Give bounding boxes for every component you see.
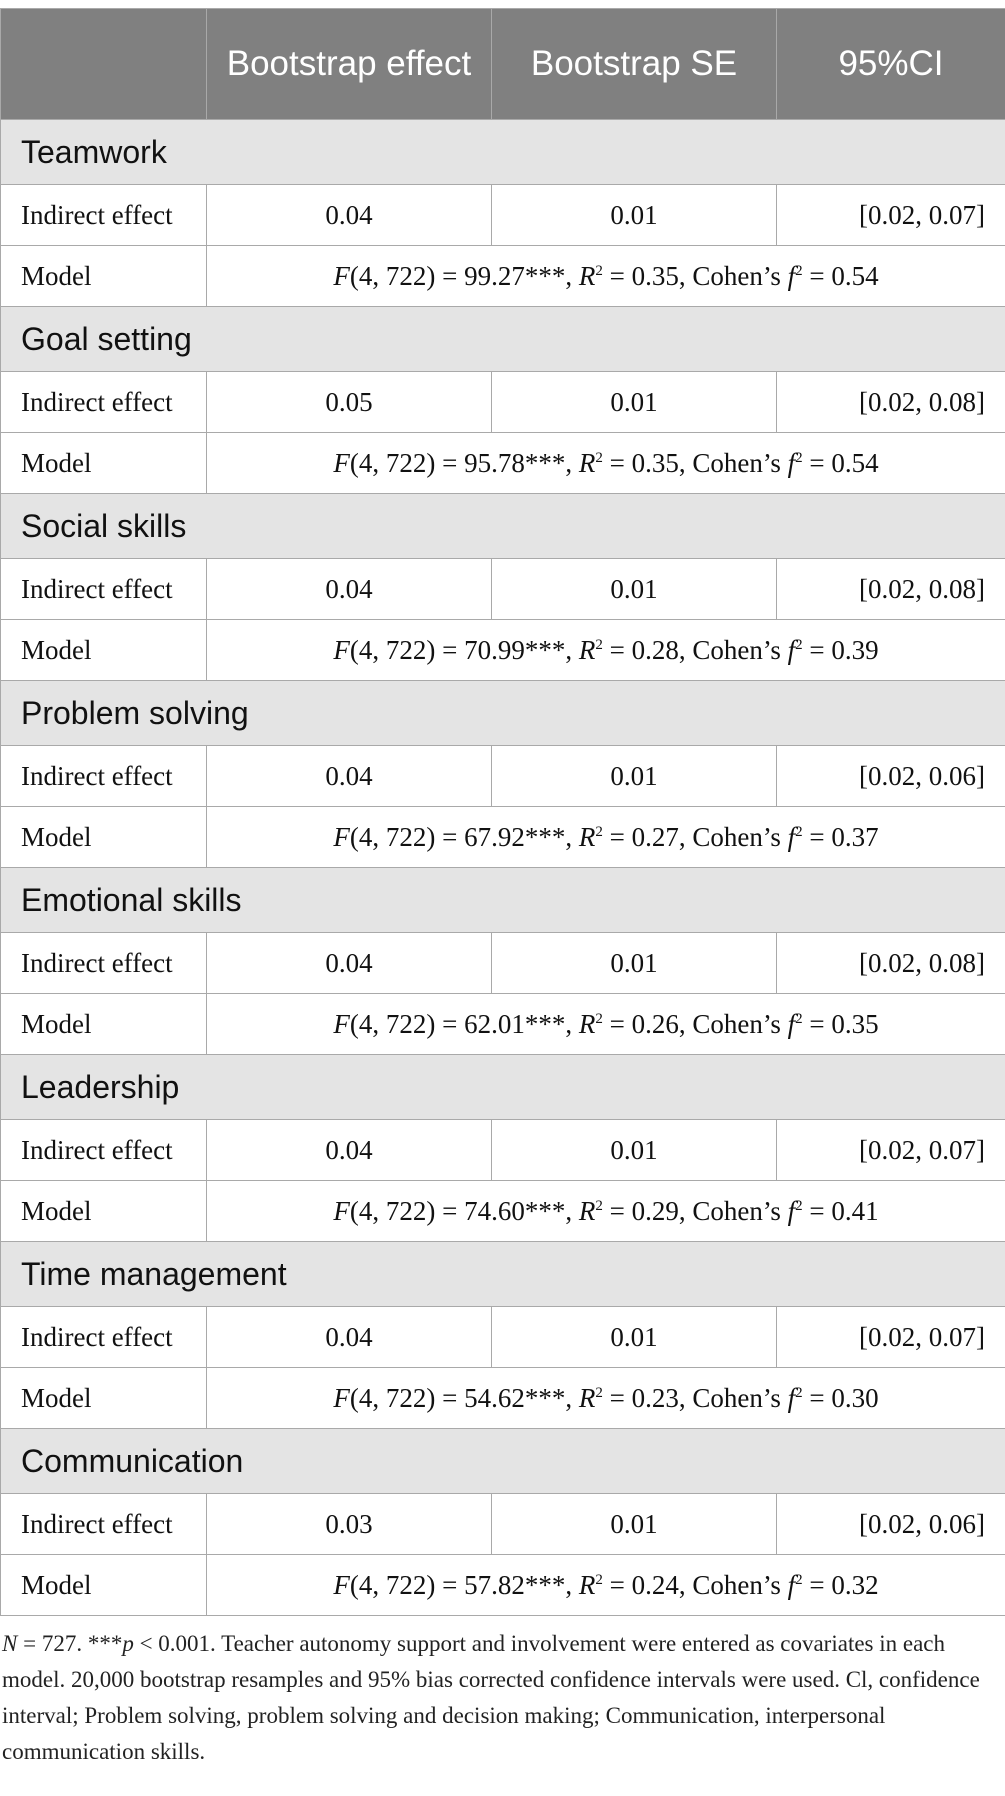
indirect-effect-row [1,746,1005,807]
indirect-effect-row [1,372,1005,433]
r-exponent: 2 [595,1010,603,1027]
bootstrap-se-value: 0.01 [492,1120,777,1181]
row-label: Indirect effect [1,559,207,620]
model-df: (4, 722) = [349,821,465,852]
row-label: Indirect effect [1,372,207,433]
section-row [1,494,1005,559]
row-label: Model [1,1555,207,1616]
section-title: Communication [1,1429,1005,1494]
ci-value: [0.02, 0.06] [777,746,1005,807]
f-exponent: 2 [795,636,803,653]
section-row [1,1055,1005,1120]
f-exponent: 2 [795,1571,803,1588]
row-label: Model [1,433,207,494]
indirect-effect-row [1,559,1005,620]
equals: = [802,1382,832,1413]
separator: , [678,1195,693,1226]
section-row [1,868,1005,933]
f-value: 95.78 [464,447,525,478]
separator: , [565,821,579,852]
r2-value: 0.23 [631,1382,679,1413]
model-row [1,433,1005,494]
model-df: (4, 722) = [349,260,465,291]
section-title: Time management [1,1242,1005,1307]
section-title: Leadership [1,1055,1005,1120]
section-row [1,1429,1005,1494]
ci-value: [0.02, 0.06] [777,1494,1005,1555]
r-exponent: 2 [595,1571,603,1588]
f-small-symbol: f [787,634,796,665]
f-small-symbol: f [787,447,796,478]
f-exponent: 2 [795,823,803,840]
header-bootstrap-se: Bootstrap SE [492,9,777,120]
bootstrap-se-value: 0.01 [492,185,777,246]
equals: = [602,447,632,478]
bootstrap-se-value: 0.01 [492,1494,777,1555]
r-symbol: R [578,821,596,852]
separator: , [678,1382,693,1413]
model-df: (4, 722) = [349,1382,465,1413]
f-symbol: F [333,1195,350,1226]
row-label: Model [1,620,207,681]
separator: , [565,1008,579,1039]
model-fit-stats [207,433,1005,494]
header-bootstrap-effect: Bootstrap effect [207,9,492,120]
f-small-symbol: f [787,1569,796,1600]
model-row [1,1555,1005,1616]
separator: , [565,260,579,291]
f-value: 62.01 [464,1008,525,1039]
model-fit-stats [207,1181,1005,1242]
f-small-symbol: f [787,1008,796,1039]
model-row [1,1368,1005,1429]
separator: , [678,447,693,478]
indirect-effect-row [1,1307,1005,1368]
f2-value: 0.39 [831,634,879,665]
separator: , [678,634,693,665]
header-blank [1,9,207,120]
bootstrap-effect-value: 0.03 [207,1494,492,1555]
note-rest: < 0.001. Teacher autonomy support and involvement were entered as covariates in each model. 20,000 bootstrap resamples and 95% bias corrected confidence intervals were used. Cl, confidence interval; Problem solving, problem solving and decision making; Communication, interpersonal communication skills. [2,1631,980,1764]
row-label: Model [1,807,207,868]
significance-stars: *** [524,821,566,852]
significance-stars: *** [524,1382,566,1413]
cohen-label: Cohen’s [692,447,788,478]
section-title: Problem solving [1,681,1005,746]
separator: , [678,260,693,291]
equals: = [802,1008,832,1039]
significance-stars: *** [524,634,566,665]
r-symbol: R [578,634,596,665]
r2-value: 0.29 [631,1195,679,1226]
row-label: Indirect effect [1,1307,207,1368]
model-fit-stats [207,1368,1005,1429]
separator: , [678,1008,693,1039]
row-label: Model [1,246,207,307]
f-exponent: 2 [795,1010,803,1027]
f-value: 74.60 [464,1195,525,1226]
row-label: Indirect effect [1,933,207,994]
r-symbol: R [578,260,596,291]
f-value: 54.62 [464,1382,525,1413]
f2-value: 0.37 [831,821,879,852]
model-row [1,620,1005,681]
row-label: Indirect effect [1,1120,207,1181]
ci-value: [0.02, 0.07] [777,185,1005,246]
r2-value: 0.28 [631,634,679,665]
ci-value: [0.02, 0.07] [777,1120,1005,1181]
r2-value: 0.24 [631,1569,679,1600]
f2-value: 0.35 [831,1008,879,1039]
cohen-label: Cohen’s [692,1195,788,1226]
ci-value: [0.02, 0.08] [777,559,1005,620]
row-label: Model [1,1181,207,1242]
section-row [1,120,1005,185]
bootstrap-se-value: 0.01 [492,1307,777,1368]
significance-stars: *** [524,1195,566,1226]
equals: = [602,260,632,291]
separator: , [565,1195,579,1226]
equals: = [602,821,632,852]
f-exponent: 2 [795,1384,803,1401]
bootstrap-se-value: 0.01 [492,746,777,807]
ci-value: [0.02, 0.08] [777,933,1005,994]
r-exponent: 2 [595,1197,603,1214]
f-exponent: 2 [795,1197,803,1214]
bootstrap-effect-value: 0.04 [207,933,492,994]
section-row [1,1242,1005,1307]
f-symbol: F [333,260,350,291]
r-symbol: R [578,1569,596,1600]
separator: , [678,821,693,852]
section-row [1,681,1005,746]
model-df: (4, 722) = [349,447,465,478]
model-row [1,807,1005,868]
cohen-label: Cohen’s [692,634,788,665]
model-df: (4, 722) = [349,1569,465,1600]
equals: = [602,634,632,665]
f-symbol: F [333,634,350,665]
f-value: 57.82 [464,1569,525,1600]
f2-value: 0.54 [831,260,879,291]
f-symbol: F [333,1569,350,1600]
section-row [1,307,1005,372]
row-label: Indirect effect [1,185,207,246]
section-title: Goal setting [1,307,1005,372]
f-exponent: 2 [795,262,803,279]
bootstrap-effect-value: 0.04 [207,185,492,246]
equals: = [602,1008,632,1039]
model-row [1,246,1005,307]
section-title: Emotional skills [1,868,1005,933]
cohen-label: Cohen’s [692,821,788,852]
equals: = [802,1569,832,1600]
note-p-symbol: p [122,1631,134,1656]
f-small-symbol: f [787,1382,796,1413]
f2-value: 0.54 [831,447,879,478]
equals: = [602,1569,632,1600]
bootstrap-effect-value: 0.04 [207,1307,492,1368]
r2-value: 0.27 [631,821,679,852]
equals: = [802,821,832,852]
cohen-label: Cohen’s [692,1382,788,1413]
equals: = [602,1195,632,1226]
equals: = [802,1195,832,1226]
f-symbol: F [333,1008,350,1039]
f-symbol: F [333,1382,350,1413]
model-fit-stats [207,1555,1005,1616]
separator: , [565,1382,579,1413]
separator: , [565,447,579,478]
r-exponent: 2 [595,823,603,840]
cohen-label: Cohen’s [692,1008,788,1039]
row-label: Model [1,1368,207,1429]
section-title: Teamwork [1,120,1005,185]
significance-stars: *** [524,1569,566,1600]
r-exponent: 2 [595,1384,603,1401]
bootstrap-effect-value: 0.04 [207,559,492,620]
f2-value: 0.41 [831,1195,879,1226]
equals: = [802,634,832,665]
header-ci: 95%CI [777,9,1005,120]
bootstrap-effect-value: 0.05 [207,372,492,433]
r-exponent: 2 [595,636,603,653]
ci-value: [0.02, 0.07] [777,1307,1005,1368]
table-container [0,8,1005,1770]
r2-value: 0.35 [631,260,679,291]
f2-value: 0.32 [831,1569,879,1600]
row-label: Indirect effect [1,1494,207,1555]
f-symbol: F [333,447,350,478]
f-symbol: F [333,821,350,852]
model-df: (4, 722) = [349,1008,465,1039]
bootstrap-effect-value: 0.04 [207,1120,492,1181]
bootstrap-se-value: 0.01 [492,559,777,620]
f-value: 99.27 [464,260,525,291]
indirect-effect-row [1,933,1005,994]
f-small-symbol: f [787,1195,796,1226]
table-note [0,1616,1005,1770]
note-n-text: = 727. *** [17,1631,123,1656]
f-value: 70.99 [464,634,525,665]
model-df: (4, 722) = [349,634,465,665]
significance-stars: *** [524,1008,566,1039]
significance-stars: *** [524,260,566,291]
row-label: Model [1,994,207,1055]
indirect-effect-row [1,185,1005,246]
model-df: (4, 722) = [349,1195,465,1226]
r-symbol: R [578,447,596,478]
separator: , [565,1569,579,1600]
model-fit-stats [207,620,1005,681]
bootstrap-effect-value: 0.04 [207,746,492,807]
separator: , [565,634,579,665]
model-row [1,994,1005,1055]
row-label: Indirect effect [1,746,207,807]
f2-value: 0.30 [831,1382,879,1413]
bootstrap-se-value: 0.01 [492,933,777,994]
r-symbol: R [578,1382,596,1413]
table-body [1,120,1005,1616]
r2-value: 0.26 [631,1008,679,1039]
ci-value: [0.02, 0.08] [777,372,1005,433]
r-symbol: R [578,1195,596,1226]
header-row [1,9,1005,120]
indirect-effect-row [1,1120,1005,1181]
model-fit-stats [207,807,1005,868]
cohen-label: Cohen’s [692,260,788,291]
f-exponent: 2 [795,449,803,466]
r-exponent: 2 [595,262,603,279]
equals: = [602,1382,632,1413]
equals: = [802,447,832,478]
results-table [0,8,1005,1616]
f-small-symbol: f [787,821,796,852]
indirect-effect-row [1,1494,1005,1555]
cohen-label: Cohen’s [692,1569,788,1600]
separator: , [678,1569,693,1600]
significance-stars: *** [524,447,566,478]
r-exponent: 2 [595,449,603,466]
r-symbol: R [578,1008,596,1039]
f-value: 67.92 [464,821,525,852]
section-title: Social skills [1,494,1005,559]
bootstrap-se-value: 0.01 [492,372,777,433]
model-fit-stats [207,994,1005,1055]
f-small-symbol: f [787,260,796,291]
note-n-symbol: N [2,1631,18,1656]
r2-value: 0.35 [631,447,679,478]
model-fit-stats [207,246,1005,307]
equals: = [802,260,832,291]
model-row [1,1181,1005,1242]
